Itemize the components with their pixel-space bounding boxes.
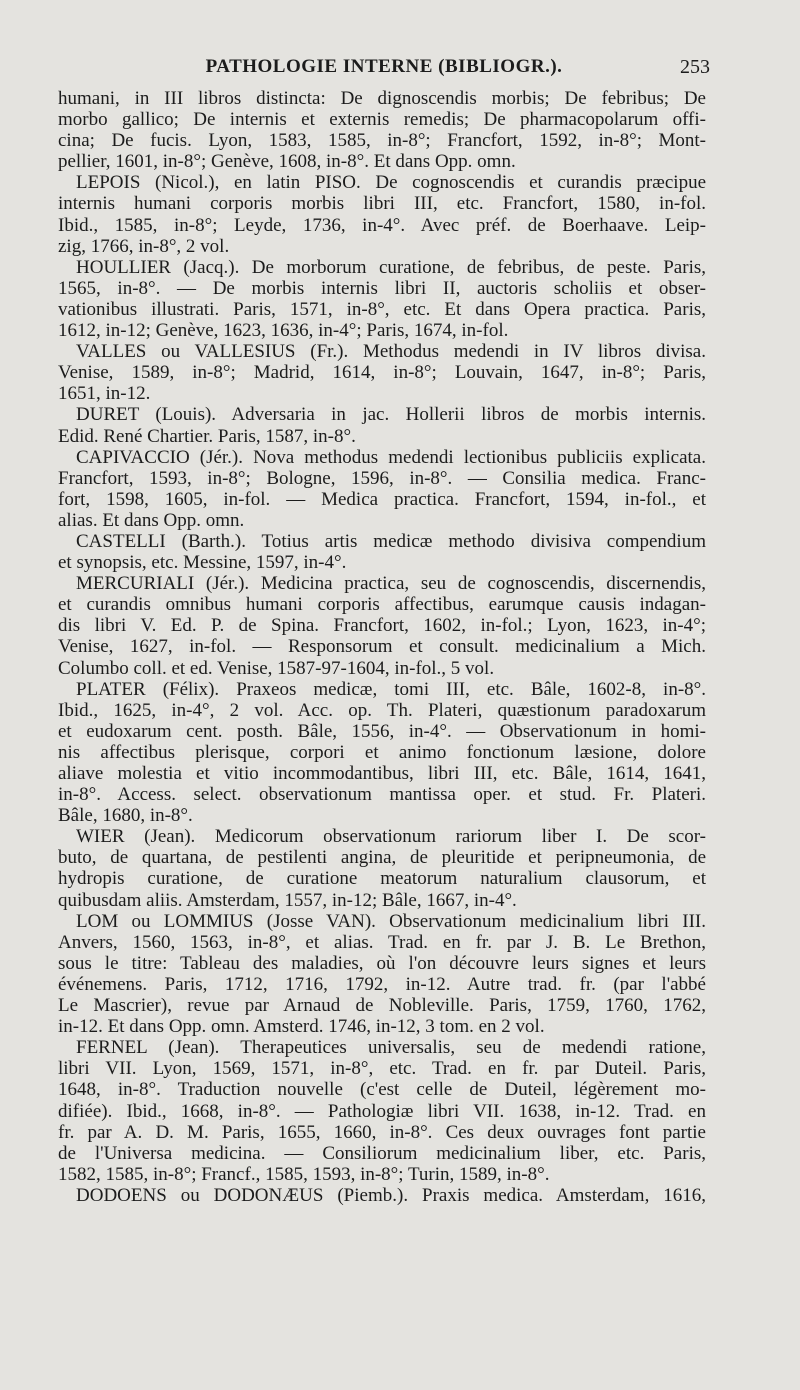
text-line: zig, 1766, in-8°, 2 vol.: [58, 235, 230, 257]
page-number: 253: [680, 56, 710, 78]
text-line: Venise, 1589, in-8°; Madrid, 1614, in-8°; Louvain, 1647, in-8°; Paris,: [58, 362, 706, 384]
bibliography-entry-start-line: MERCURIALI (Jér.). Medicina practica, seu de cognoscendis, discernendis,: [76, 573, 706, 595]
bibliography-entry-start-line: VALLES ou VALLESIUS (Fr.). Methodus medendi in IV libros divisa.: [76, 341, 706, 363]
text-line: morbo gallico; De internis et externis remedis; De pharmacopolarum offi-: [58, 109, 706, 131]
text-line: Ibid., 1585, in-8°; Leyde, 1736, in-4°. Avec préf. de Boerhaave. Leip-: [58, 214, 706, 236]
text-line: 1565, in-8°. — De morbis internis libri II, auctoris scholiis et obser-: [58, 277, 706, 299]
text-line: quibusdam aliis. Amsterdam, 1557, in-12; Bâle, 1667, in-4°.: [58, 889, 517, 911]
bibliography-entry-start-line: PLATER (Félix). Praxeos medicæ, tomi III, etc. Bâle, 1602-8, in-8°.: [76, 678, 706, 700]
text-line: pellier, 1601, in-8°; Genève, 1608, in-8°. Et dans Opp. omn.: [58, 151, 516, 173]
text-line: nis affectibus plerisque, corpori et animo fonctionum læsione, dolore: [58, 741, 706, 763]
text-line: cina; De fucis. Lyon, 1583, 1585, in-8°; Francfort, 1592, in-8°; Mont-: [58, 130, 706, 152]
text-line: vationibus illustrati. Paris, 1571, in-8°, etc. Et dans Opera practica. Paris,: [58, 298, 706, 320]
bibliography-entry-start-line: FERNEL (Jean). Therapeutices universalis, seu de medendi ratione,: [76, 1037, 706, 1059]
text-line: 1582, 1585, in-8°; Francf., 1585, 1593, in-8°; Turin, 1589, in-8°.: [58, 1163, 550, 1185]
running-head: PATHOLOGIE INTERNE (BIBLIOGR.).: [205, 56, 563, 77]
text-line: de l'Universa medicina. — Consiliorum medicinalium liber, etc. Paris,: [58, 1142, 706, 1164]
text-line: fr. par A. D. M. Paris, 1655, 1660, in-8°. Ces deux ouvrages font partie: [58, 1121, 706, 1143]
text-line: Edid. René Chartier. Paris, 1587, in-8°.: [58, 425, 356, 447]
page-header: [58, 56, 710, 86]
bibliography-entry-start-line: DURET (Louis). Adversaria in jac. Hollerii libros de morbis internis.: [76, 404, 706, 426]
text-line: aliave molestia et vitio incommodantibus, libri III, etc. Bâle, 1614, 1641,: [58, 763, 706, 784]
text-line: événemens. Paris, 1712, 1716, 1792, in-12. Autre trad. fr. (par l'abbé: [58, 973, 706, 995]
text-line: sous le titre: Tableau des maladies, où l'on découvre leurs signes et leurs: [58, 952, 706, 974]
text-line: Venise, 1627, in-fol. — Responsorum et consult. medicinalium a Mich.: [58, 636, 706, 658]
text-line: et curandis omnibus humani corporis affectibus, earumque causis indagan-: [58, 594, 706, 616]
text-line: Le Mascrier), revue par Arnaud de Nobleville. Paris, 1759, 1760, 1762,: [58, 995, 706, 1017]
bibliography-entry-start-line: WIER (Jean). Medicorum observationum rariorum liber I. De scor-: [76, 826, 706, 848]
text-line: et eudoxarum cent. posth. Bâle, 1556, in-4°. — Observationum in homi-: [58, 720, 706, 742]
bibliography-entry-start-line: HOULLIER (Jacq.). De morborum curatione, de febribus, de peste. Paris,: [76, 256, 706, 278]
text-line: Francfort, 1593, in-8°; Bologne, 1596, in-8°. — Consilia medica. Franc-: [58, 467, 706, 489]
text-line: 1612, in-12; Genève, 1623, 1636, in-4°; Paris, 1674, in-fol.: [58, 320, 509, 342]
text-line: alias. Et dans Opp. omn.: [58, 509, 245, 531]
text-line: 1651, in-12.: [58, 383, 151, 405]
bibliography-entry-start-line: DODOENS ou DODONÆUS (Piemb.). Praxis medica. Amsterdam, 1616,: [76, 1184, 706, 1206]
bibliography-text: [58, 88, 706, 1206]
bibliography-entry-start-line: CASTELLI (Barth.). Totius artis medicæ methodo divisiva compendium: [76, 530, 706, 552]
text-line: difiée). Ibid., 1668, in-8°. — Pathologiæ libri VII. 1638, in-12. Trad. en: [58, 1100, 706, 1122]
bibliography-entry-start-line: LEPOIS (Nicol.), en latin PISO. De cognoscendis et curandis præcipue: [76, 172, 706, 194]
text-line: in-12. Et dans Opp. omn. Amsterd. 1746, in-12, 3 tom. en 2 vol.: [58, 1016, 545, 1038]
text-line: Bâle, 1680, in-8°.: [58, 805, 193, 827]
text-line: humani, in III libros distincta: De dignoscendis morbis; De febribus; De: [58, 88, 706, 109]
text-line: internis humani corporis morbis libri III, etc. Francfort, 1580, in-fol.: [58, 193, 706, 215]
text-line: et synopsis, etc. Messine, 1597, in-4°.: [58, 552, 347, 574]
text-line: hydropis curatione, de curatione meatorum naturalium clausorum, et: [58, 868, 706, 890]
text-line: dis libri V. Ed. P. de Spina. Francfort, 1602, in-fol.; Lyon, 1623, in-4°;: [58, 615, 706, 637]
text-line: 1648, in-8°. Traduction nouvelle (c'est celle de Duteil, légèrement mo-: [58, 1079, 706, 1101]
text-line: buto, de quartana, de pestilenti angina, de pleuritide et peripneumonia, de: [58, 847, 706, 869]
text-line: in-8°. Access. select. observationum mantissa oper. et stud. Fr. Plateri.: [58, 784, 706, 806]
text-line: Ibid., 1625, in-4°, 2 vol. Acc. op. Th. Plateri, quæstionum paradoxarum: [58, 699, 706, 721]
text-line: Columbo coll. et ed. Venise, 1587-97-1604, in-fol., 5 vol.: [58, 657, 495, 679]
text-line: fort, 1598, 1605, in-fol. — Medica practica. Francfort, 1594, in-fol., et: [58, 488, 706, 510]
bibliography-entry-start-line: CAPIVACCIO (Jér.). Nova methodus medendi lectionibus publiciis explicata.: [76, 446, 706, 468]
text-line: Anvers, 1560, 1563, in-8°, et alias. Trad. en fr. par J. B. Le Brethon,: [58, 931, 706, 953]
text-line: libri VII. Lyon, 1569, 1571, in-8°, etc. Trad. en fr. par Duteil. Paris,: [58, 1058, 706, 1080]
bibliography-entry-start-line: LOM ou LOMMIUS (Josse VAN). Observationum medicinalium libri III.: [76, 910, 706, 932]
